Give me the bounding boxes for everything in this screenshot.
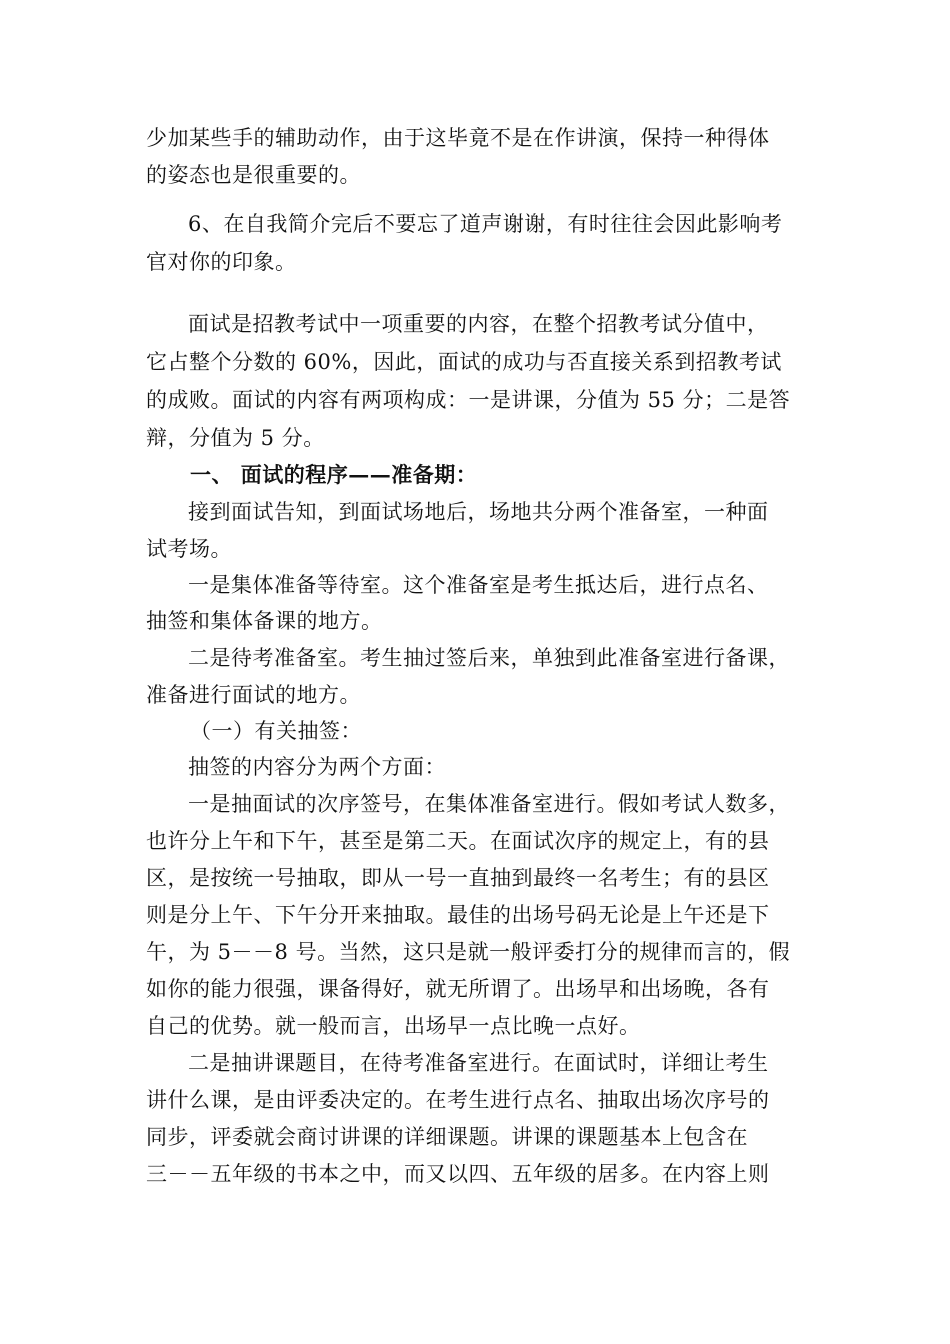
text-line: 抽签的内容分为两个方面： — [188, 755, 446, 779]
text-line: 它占整个分数的 60%，因此，面试的成功与否直接关系到招教考试 — [146, 350, 782, 374]
text-line: 讲什么课，是由评委决定的。在考生进行点名、抽取出场次序号的 — [146, 1088, 770, 1112]
text-line: 也许分上午和下午，甚至是第二天。在面试次序的规定上，有的县 — [146, 829, 770, 853]
section-heading: 一、 面试的程序——准备期： — [190, 462, 478, 487]
text-line: 自己的优势。就一般而言，出场早一点比晚一点好。 — [146, 1014, 641, 1038]
text-line: 准备进行面试的地方。 — [146, 683, 361, 707]
text-line: 区，是按统一号抽取，即从一号一直抽到最终一名考生；有的县区 — [146, 866, 770, 890]
text-line: 试考场。 — [146, 537, 232, 561]
text-line: 的成败。面试的内容有两项构成：一是讲课，分值为 55 分；二是答 — [146, 388, 791, 412]
text-line: 午，为 5－－8 号。当然，这只是就一般评委打分的规律而言的，假 — [146, 940, 791, 964]
text-line: 同步，评委就会商讨讲课的详细课题。讲课的课题基本上包含在 — [146, 1125, 748, 1149]
text-line: 官对你的印象。 — [146, 250, 297, 274]
text-line: 6、在自我简介完后不要忘了道声谢谢，有时往往会因此影响考 — [188, 212, 783, 236]
text-line: 的姿态也是很重要的。 — [146, 163, 361, 187]
subsection-heading: （一）有关抽签： — [190, 719, 362, 743]
text-line: 抽签和集体备课的地方。 — [146, 609, 383, 633]
text-line: 三－－五年级的书本之中，而又以四、五年级的居多。在内容上则 — [146, 1162, 770, 1186]
text-line: 二是待考准备室。考生抽过签后来，单独到此准备室进行备课， — [188, 646, 790, 670]
text-line: 如你的能力很强，课备得好，就无所谓了。出场早和出场晚，各有 — [146, 977, 770, 1001]
text-line: 少加某些手的辅助动作，由于这毕竟不是在作讲演，保持一种得体 — [146, 126, 770, 150]
text-line: 接到面试告知，到面试场地后，场地共分两个准备室，一种面 — [188, 500, 769, 524]
text-line: 则是分上午、下午分开来抽取。最佳的出场号码无论是上午还是下 — [146, 903, 770, 927]
text-line: 二是抽讲课题目，在待考准备室进行。在面试时，详细让考生 — [188, 1051, 769, 1075]
text-line: 一是抽面试的次序签号，在集体准备室进行。假如考试人数多， — [188, 792, 790, 816]
text-line: 辩，分值为 5 分。 — [146, 426, 325, 450]
text-line: 面试是招教考试中一项重要的内容，在整个招教考试分值中， — [188, 312, 769, 336]
text-line: 一是集体准备等待室。这个准备室是考生抵达后，进行点名、 — [188, 573, 769, 597]
